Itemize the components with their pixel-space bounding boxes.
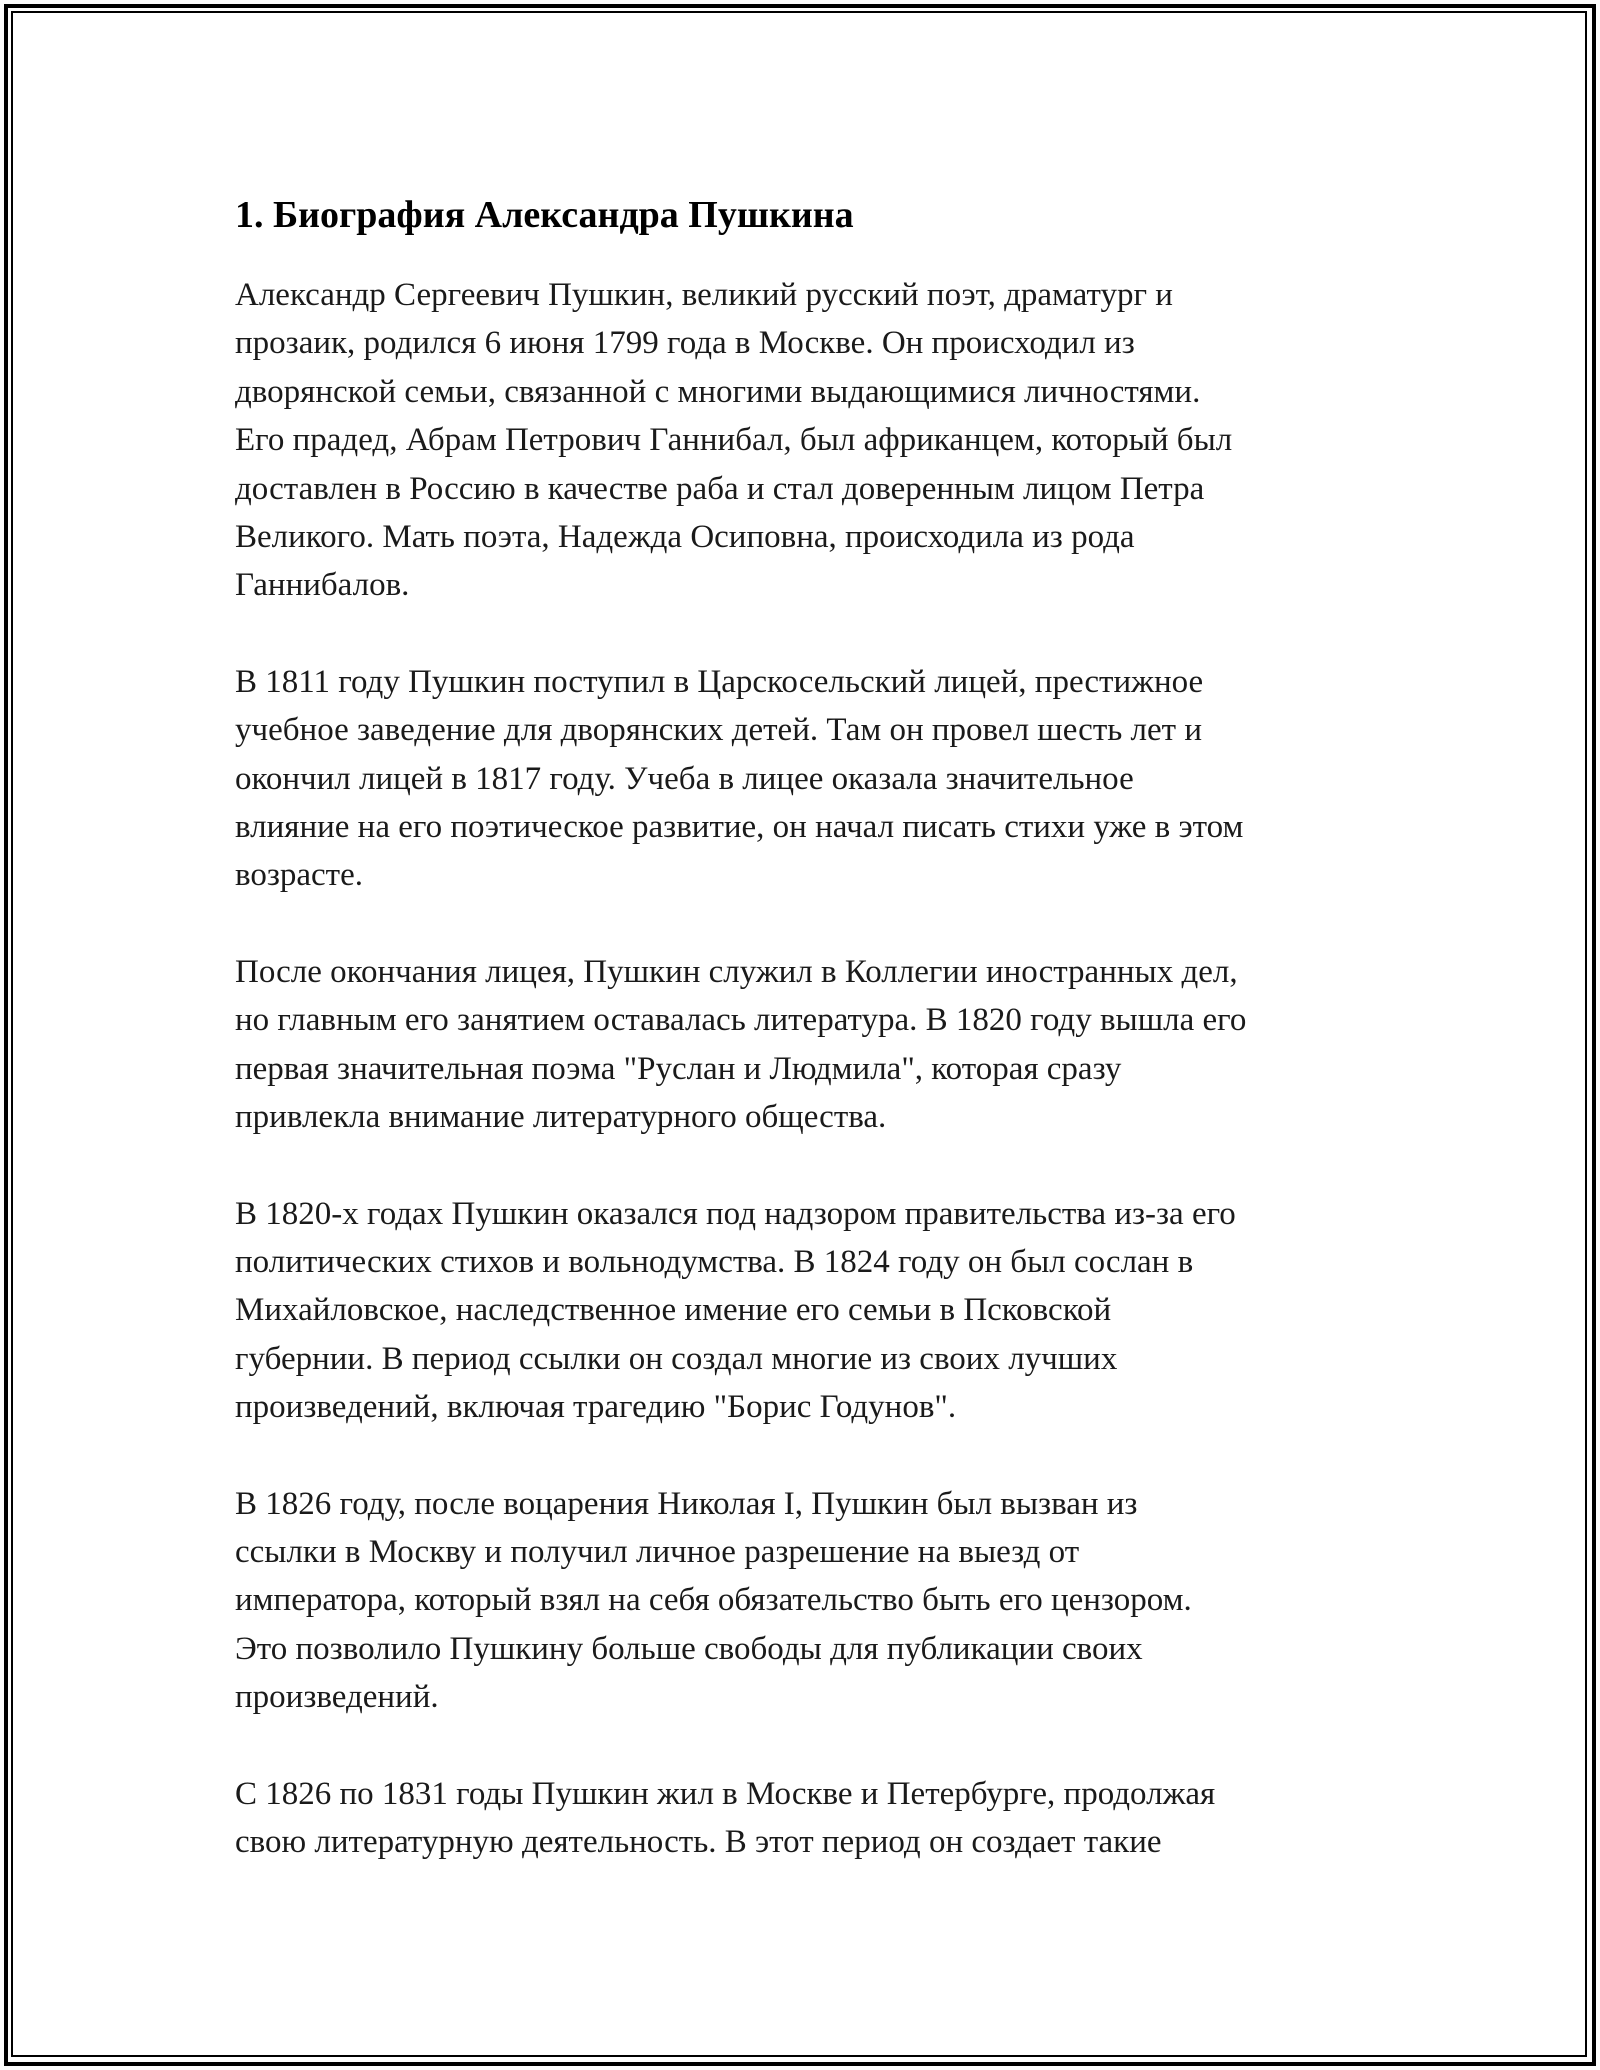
paragraph-3 bbox=[235, 948, 1385, 1142]
text-line: В 1811 году Пушкин поступил в Царскосельский лицей, престижное bbox=[235, 663, 1204, 700]
text-line: губернии. В период ссылки он создал многие из своих лучших bbox=[235, 1340, 1118, 1377]
text-line: ссылки в Москву и получил личное разрешение на выезд от bbox=[235, 1533, 1080, 1570]
page-title: 1. Биография Александра Пушкина bbox=[235, 194, 854, 236]
paragraph-2 bbox=[235, 658, 1385, 900]
paragraph-6 bbox=[235, 1770, 1385, 1867]
text-line: произведений, включая трагедию "Борис Годунов". bbox=[235, 1389, 957, 1426]
text-line: прозаик, родился 6 июня 1799 года в Москве. Он происходил из bbox=[235, 325, 1135, 362]
text-line: императора, который взял на себя обязательство быть его цензором. bbox=[235, 1582, 1192, 1619]
paragraph-5 bbox=[235, 1480, 1385, 1722]
text-line: дворянской семьи, связанной с многими выдающимися личностями. bbox=[235, 373, 1201, 410]
text-line: Ганнибалов. bbox=[235, 567, 410, 604]
text-line: Это позволило Пушкину больше свободы для публикации своих bbox=[235, 1630, 1143, 1667]
text-line: Великого. Мать поэта, Надежда Осиповна, происходила из рода bbox=[235, 519, 1135, 556]
text-line: привлекла внимание литературного общества. bbox=[235, 1099, 887, 1136]
text-line: первая значительная поэма "Руслан и Людмила", которая сразу bbox=[235, 1050, 1122, 1087]
text-line: политических стихов и вольнодумства. В 1824 году он был сослан в bbox=[235, 1243, 1194, 1280]
text-line: В 1820-х годах Пушкин оказался под надзором правительства из-за его bbox=[235, 1195, 1236, 1232]
text-line: доставлен в Россию в качестве раба и стал доверенным лицом Петра bbox=[235, 470, 1205, 507]
text-line: Михайловское, наследственное имение его семьи в Псковской bbox=[235, 1292, 1112, 1329]
paragraph-1 bbox=[235, 271, 1385, 610]
text-line: свою литературную деятельность. В этот период он создает такие bbox=[235, 1823, 1162, 1860]
text-line: После окончания лицея, Пушкин служил в Коллегии иностранных дел, bbox=[235, 953, 1238, 990]
paragraph-4 bbox=[235, 1190, 1385, 1432]
text-line: влияние на его поэтическое развитие, он начал писать стихи уже в этом bbox=[235, 809, 1244, 846]
text-line: окончил лицей в 1817 году. Учеба в лицее оказала значительное bbox=[235, 760, 1134, 797]
text-line: учебное заведение для дворянских детей. Там он провел шесть лет и bbox=[235, 712, 1202, 749]
text-line: возрасте. bbox=[235, 857, 364, 894]
text-line: произведений. bbox=[235, 1679, 439, 1716]
text-line: В 1826 году, после воцарения Николая I, Пушкин был вызван из bbox=[235, 1485, 1138, 1522]
text-line: Александр Сергеевич Пушкин, великий русский поэт, драматург и bbox=[235, 277, 1173, 313]
text-line: С 1826 по 1831 годы Пушкин жил в Москве и Петербурге, продолжая bbox=[235, 1775, 1216, 1812]
text-line: Его прадед, Абрам Петрович Ганнибал, был африканцем, который был bbox=[235, 422, 1233, 459]
text-line: но главным его занятием оставалась литература. В 1820 году вышла его bbox=[235, 1002, 1247, 1039]
document-body bbox=[235, 185, 1385, 1914]
